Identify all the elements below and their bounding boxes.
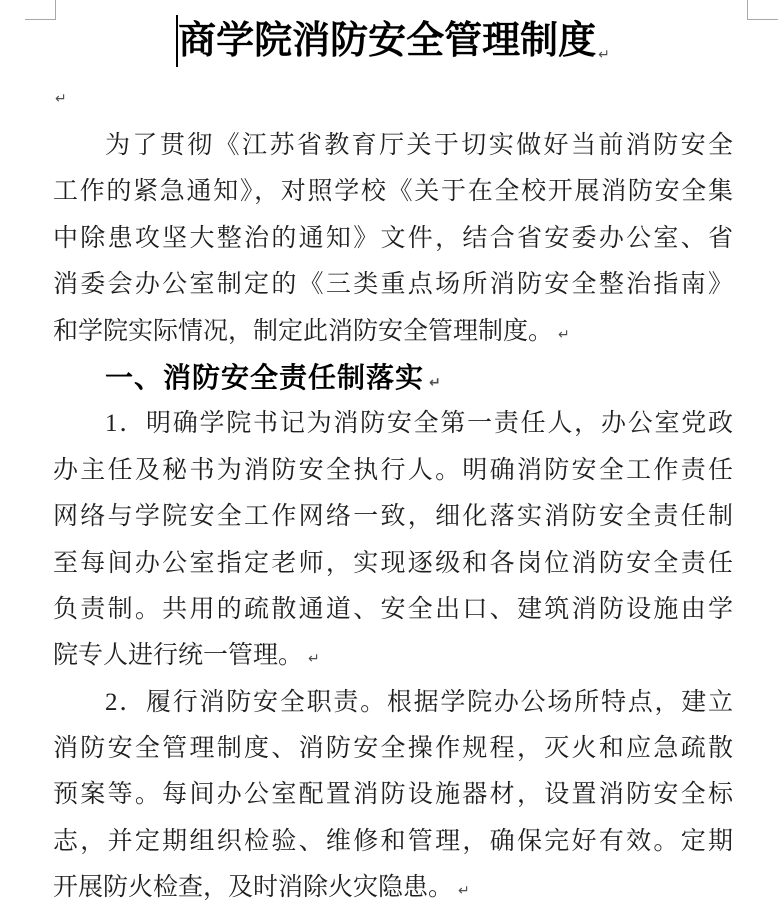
text-line-content: 消防安全管理制度、消防安全操作规程，灭火和应急疏散: [53, 735, 733, 763]
text-line-content: 至每间办公室指定老师，实现逐级和各岗位消防安全责任: [53, 549, 733, 577]
text-line[interactable]: [53, 401, 733, 447]
title-row[interactable]: [53, 12, 733, 70]
crop-mark-top-right-vertical: [747, 0, 748, 19]
text-line-content: 预案等。每间办公室配置消防设施器材，设置消防安全标: [53, 781, 733, 809]
text-line[interactable]: [53, 216, 733, 262]
text-line[interactable]: [53, 448, 733, 494]
text-line[interactable]: [53, 865, 733, 911]
text-line-content: 为了贯彻《江苏省教育厅关于切实做好当前消防安全: [105, 132, 733, 159]
text-line[interactable]: [53, 633, 733, 679]
text-line-content: 中除患攻坚大整治的通知》文件，结合省安委办公室、省: [53, 224, 733, 252]
text-line[interactable]: [53, 772, 733, 818]
paragraph-mark-icon: ↵: [598, 47, 610, 63]
text-line-content: 1．明确学院书记为消防安全第一责任人，办公室党政: [105, 410, 733, 438]
text-line[interactable]: [53, 726, 733, 772]
text-line-content: 网络与学院安全工作网络一致，细化落实消防安全责任制: [53, 503, 733, 531]
document-body[interactable]: [53, 123, 733, 912]
text-line-content: 办主任及秘书为消防安全执行人。明确消防安全工作责任: [53, 456, 733, 484]
text-line[interactable]: [53, 262, 733, 308]
paragraph-mark-icon: ↵: [558, 326, 570, 343]
paragraph-mark-icon: ↵: [55, 91, 67, 107]
paragraph-mark-icon: ↵: [458, 883, 470, 900]
text-line[interactable]: [53, 309, 733, 355]
text-line-content: 志，并定期组织检验、维修和管理，确保完好有效。定期: [53, 827, 733, 855]
section-heading[interactable]: [53, 355, 733, 401]
text-line-content: 院专人进行统一管理。: [53, 642, 304, 670]
crop-mark-top-right-horizontal: [747, 19, 778, 20]
text-line[interactable]: [53, 587, 733, 633]
crop-mark-top-left-horizontal: [25, 19, 56, 20]
text-line-content: 2．履行消防安全职责。根据学院办公场所特点，建立: [105, 688, 733, 716]
empty-paragraph[interactable]: [55, 90, 67, 108]
section-heading-content: 一、消防安全责任制落实: [105, 361, 425, 393]
text-line[interactable]: [53, 680, 733, 726]
text-line[interactable]: [53, 169, 733, 215]
text-line-content: 工作的紧急通知》，对照学校《关于在全校开展消防安全集: [53, 178, 733, 206]
paragraph-mark-icon: ↵: [308, 651, 320, 668]
text-line[interactable]: [53, 819, 733, 865]
paragraph-mark-icon: ↵: [429, 374, 442, 391]
text-line[interactable]: [53, 541, 733, 587]
text-line-content: 负责制。共用的疏散通道、安全出口、建筑消防设施由学: [53, 595, 733, 623]
text-line-content: 消委会办公室制定的《三类重点场所消防安全整治指南》: [53, 271, 733, 299]
text-line-content: 开展防火检查，及时消除火灾隐患。: [53, 874, 454, 902]
text-line[interactable]: [53, 123, 733, 169]
text-line[interactable]: [53, 494, 733, 540]
text-line-content: 和学院实际情况，制定此消防安全管理制度。: [53, 317, 554, 345]
document-title[interactable]: 商学院消防安全管理制度: [178, 20, 597, 62]
